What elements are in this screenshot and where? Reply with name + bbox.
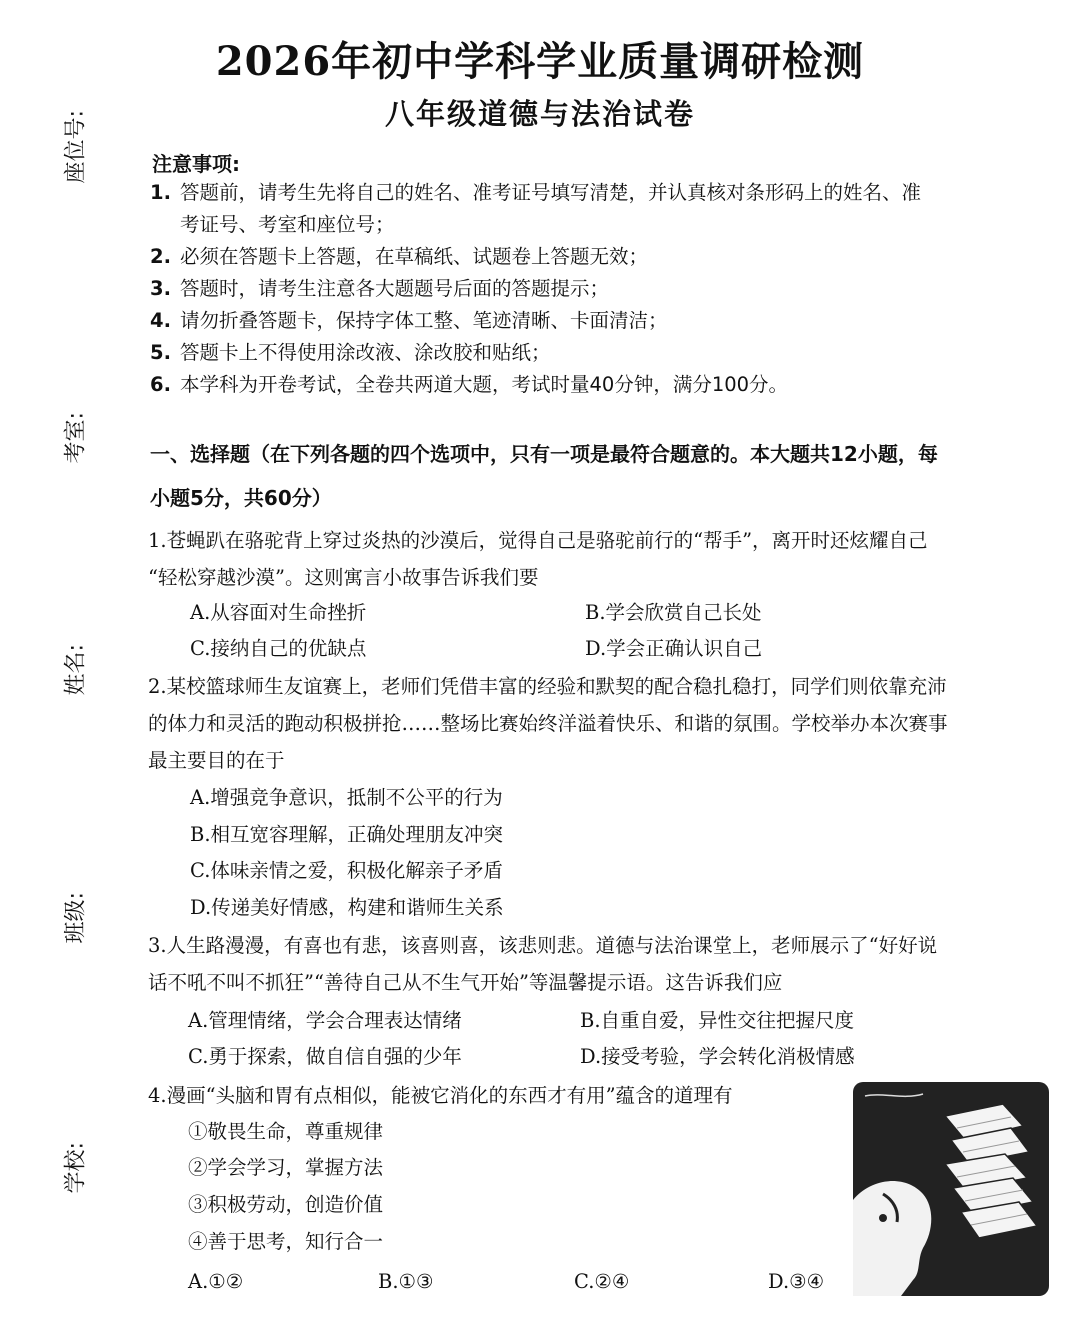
notice-item [150,337,1030,369]
q4-statement-2: ②学会学习，掌握方法 [188,1156,384,1179]
notice-item [150,241,1030,273]
notice-text: 必须在答题卡上答题，在草稿纸、试题卷上答题无效； [180,245,649,268]
q3-option-a: A.管理情绪，学会合理表达情绪 [188,1009,462,1032]
class-label: 班级: [63,892,89,944]
q2-option-c: C.体味亲情之爱，积极化解亲子矛盾 [190,859,503,882]
notice-text: 本学科为开卷考试，全卷共两道大题，考试时量40分钟，满分100分。 [180,373,789,396]
q1-option-d: D.学会正确认识自己 [585,637,763,660]
q3-option-d: D.接受考验，学会转化消极情感 [580,1045,855,1068]
question-line: 最主要目的在于 [148,749,285,772]
exam-room-label: 考室: [63,412,89,464]
exam-title: 2026年初中学科学业质量调研检测 [215,38,865,85]
notice-number: 5. [150,341,171,364]
q4-option-b: B.①③ [378,1270,434,1293]
question-line: “轻松穿越沙漠”。这则寓言小故事告诉我们要 [148,566,539,589]
q4-option-d: D.③④ [768,1270,825,1293]
notice-item [150,273,1030,305]
question-2-stem [148,668,1048,779]
q4-statement-3: ③积极劳动，创造价值 [188,1193,384,1216]
notice-item [150,369,1030,401]
school-label: 学校: [63,1142,89,1194]
cartoon-head-books-illustration [853,1082,1049,1296]
notice-text: 请勿折叠答题卡，保持字体工整、笔迹清晰、卡面清洁； [180,309,668,332]
question-1-stem [148,522,1048,596]
notice-item [150,177,1030,241]
question-line: 话不吼不叫不抓狂”“善待自己从不生气开始”等温馨提示语。这告诉我们应 [148,971,783,994]
section-heading-line: 一、选择题（在下列各题的四个选项中，只有一项是最符合题意的。本大题共12小题，每 [150,442,938,466]
notice-text: 答题时，请考生注意各大题题号后面的答题提示； [180,277,610,300]
q2-option-b: B.相互宽容理解，正确处理朋友冲突 [190,823,504,846]
q4-statement-4: ④善于思考，知行合一 [188,1230,384,1253]
notice-item [150,305,1030,337]
q1-option-c: C.接纳自己的优缺点 [190,637,367,660]
notice-number: 1. [150,181,171,204]
q2-option-a: A.增强竞争意识，抵制不公平的行为 [190,786,503,809]
notice-number: 2. [150,245,171,268]
q1-option-b: B.学会欣赏自己长处 [585,601,762,624]
notice-number: 3. [150,277,171,300]
q2-option-d: D.传递美好情感，构建和谐师生关系 [190,896,504,919]
section-heading-choice [150,432,1050,520]
notice-number: 4. [150,309,171,332]
student-name-label: 姓名: [63,644,89,696]
question-3-stem [148,927,1048,1001]
notice-text: 答题卡上不得使用涂改液、涂改胶和贴纸； [180,341,551,364]
exam-subtitle: 八年级道德与法治试卷 [384,97,695,131]
seat-number-label: 座位号: [63,110,89,184]
question-line: 的体力和灵活的跑动积极拼抢……整场比赛始终洋溢着快乐、和谐的氛围。学校举办本次赛事 [148,712,948,735]
notice-text: 答题前，请考生先将自己的姓名、准考证号填写清楚，并认真核对条形码上的姓名、准 [180,181,922,204]
question-line: 3.人生路漫漫，有喜也有悲，该喜则喜，该悲则悲。道德与法治课堂上，老师展示了“好好说 [148,934,938,957]
question-line: 2.某校篮球师生友谊赛上，老师们凭借丰富的经验和默契的配合稳扎稳打，同学们则依靠充沛 [148,675,947,698]
notice-heading: 注意事项: [152,152,240,176]
question-line: 4.漫画“头脑和胃有点相似，能被它消化的东西才有用”蕴含的道理有 [148,1084,733,1107]
q3-option-c: C.勇于探索，做自信自强的少年 [188,1045,462,1068]
q1-option-a: A.从容面对生命挫折 [190,601,367,624]
notice-text-continued: 考证号、考室和座位号； [180,213,395,236]
q4-option-c: C.②④ [574,1270,630,1293]
notice-number: 6. [150,373,171,396]
question-line: 1.苍蝇趴在骆驼背上穿过炎热的沙漠后，觉得自己是骆驼前行的“帮手”，离开时还炫耀自己 [148,529,928,552]
q4-option-a: A.①② [188,1270,244,1293]
q4-statement-1: ①敬畏生命，尊重规律 [188,1120,384,1143]
section-heading-line: 小题5分，共60分） [150,486,332,510]
q3-option-b: B.自重自爱，异性交往把握尺度 [580,1009,855,1032]
